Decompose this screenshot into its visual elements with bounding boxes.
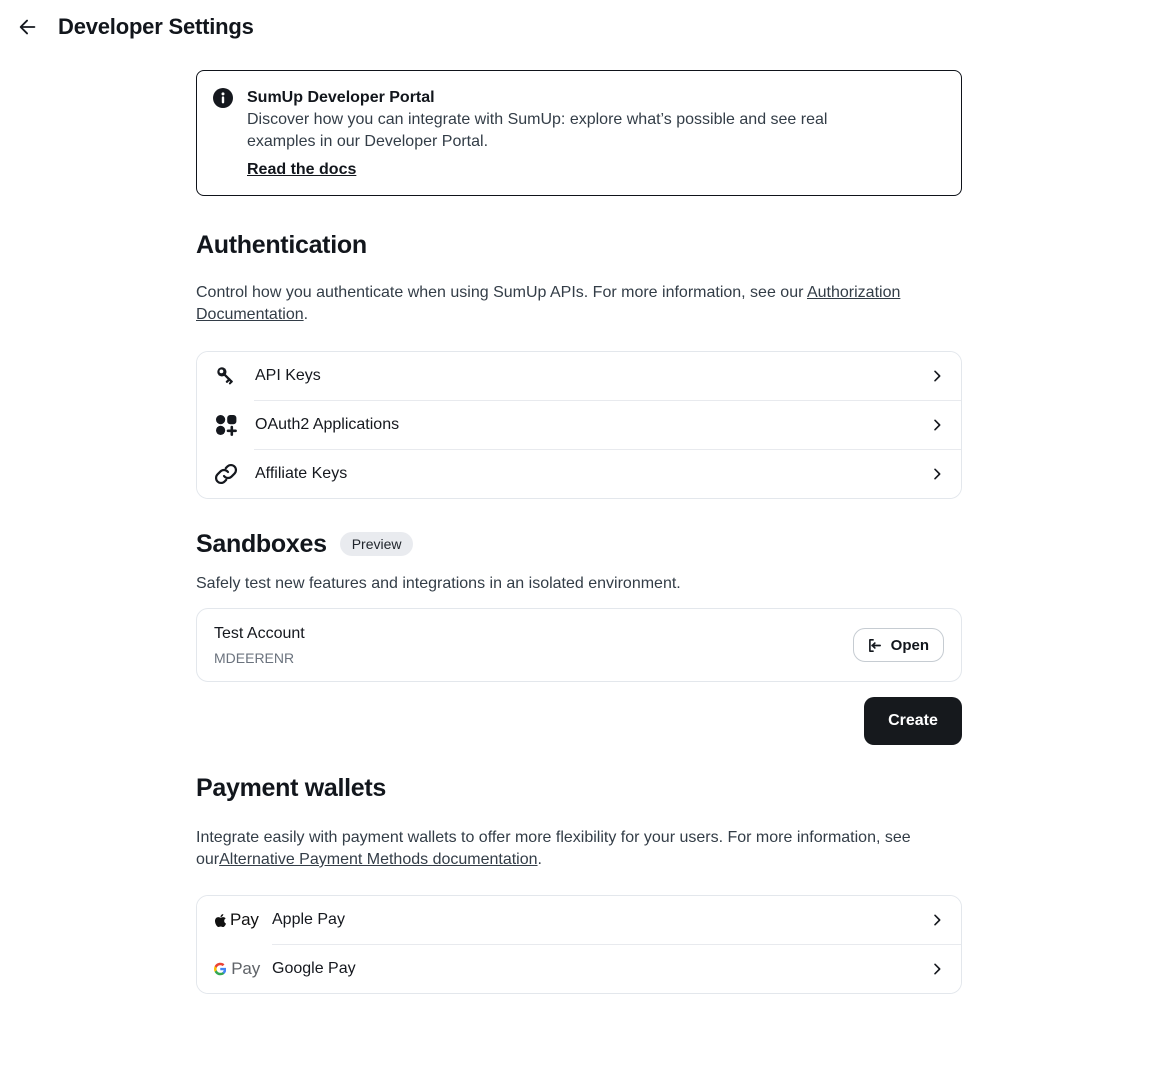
- list-item-label: Affiliate Keys: [255, 465, 348, 482]
- notice-body: Discover how you can integrate with SumUp: explore what’s possible and see real examples in our Developer Portal.: [247, 111, 828, 150]
- link-icon: [214, 462, 238, 486]
- sandboxes-heading: Sandboxes: [196, 530, 327, 558]
- list-item-label: Apple Pay: [272, 911, 345, 928]
- chevron-right-icon: [929, 912, 945, 928]
- payment-wallets-description-text: Integrate easily with payment wallets to offer more flexibility for your users. For more information, see our: [196, 829, 911, 868]
- preview-badge: Preview: [340, 532, 414, 556]
- google-pay-logo-text: Pay: [231, 959, 260, 978]
- notice-text: [247, 87, 887, 179]
- payment-wallets-list: [196, 895, 962, 994]
- authentication-description-text: Control how you authenticate when using SumUp APIs. For more information, see our: [196, 284, 807, 301]
- read-the-docs-link[interactable]: Read the docs: [247, 161, 357, 178]
- account-name: Test Account: [214, 625, 305, 642]
- test-account-info: [214, 623, 305, 667]
- google-g-icon: [214, 961, 226, 977]
- sandboxes-description: Safely test new features and integrations in an isolated environment.: [196, 575, 681, 592]
- enter-icon: [866, 637, 883, 654]
- page-title: Developer Settings: [58, 14, 254, 39]
- authentication-description: [196, 282, 962, 326]
- main-content: [196, 70, 962, 994]
- arrow-left-icon: [17, 16, 39, 38]
- apps-add-icon: [214, 413, 238, 437]
- chevron-right-icon: [929, 417, 945, 433]
- sandboxes-heading-row: [196, 529, 962, 559]
- create-row: [196, 697, 962, 745]
- list-item-label: OAuth2 Applications: [255, 416, 400, 433]
- list-item-apple-pay[interactable]: [197, 896, 961, 944]
- test-account-card: [196, 608, 962, 682]
- chevron-right-icon: [929, 466, 945, 482]
- list-item-label: Google Pay: [272, 960, 356, 977]
- chevron-right-icon: [929, 961, 945, 977]
- apple-pay-logo-text: Pay: [230, 910, 259, 929]
- notice-title: SumUp Developer Portal: [247, 89, 435, 106]
- alternative-payment-methods-link[interactable]: Alternative Payment Methods documentation: [219, 851, 538, 868]
- list-item-api-keys[interactable]: [197, 352, 961, 400]
- authentication-list: [196, 351, 962, 499]
- open-button-label: Open: [890, 636, 929, 654]
- create-button[interactable]: Create: [864, 697, 962, 745]
- payment-wallets-description: [196, 827, 962, 871]
- key-icon: [214, 364, 238, 388]
- chevron-right-icon: [929, 368, 945, 384]
- list-item-oauth2-applications[interactable]: [197, 401, 961, 449]
- list-item-affiliate-keys[interactable]: [197, 450, 961, 498]
- open-button[interactable]: [853, 628, 944, 662]
- list-item-label: API Keys: [255, 367, 321, 384]
- payment-wallets-description-period: .: [537, 851, 542, 868]
- info-icon: [213, 88, 233, 179]
- google-pay-logo: [214, 959, 260, 979]
- apple-icon: [214, 913, 227, 928]
- developer-portal-notice: [196, 70, 962, 196]
- apple-pay-logo: [214, 910, 260, 930]
- account-code: MDEERENR: [214, 650, 295, 666]
- list-item-google-pay[interactable]: [197, 945, 961, 993]
- authentication-heading: Authentication: [196, 231, 367, 259]
- authentication-description-period: .: [303, 306, 309, 323]
- back-button[interactable]: [16, 15, 40, 39]
- payment-wallets-heading: Payment wallets: [196, 774, 387, 802]
- page-header: [0, 0, 1162, 52]
- authorization-documentation-link[interactable]: Authorization Documentation: [196, 284, 901, 323]
